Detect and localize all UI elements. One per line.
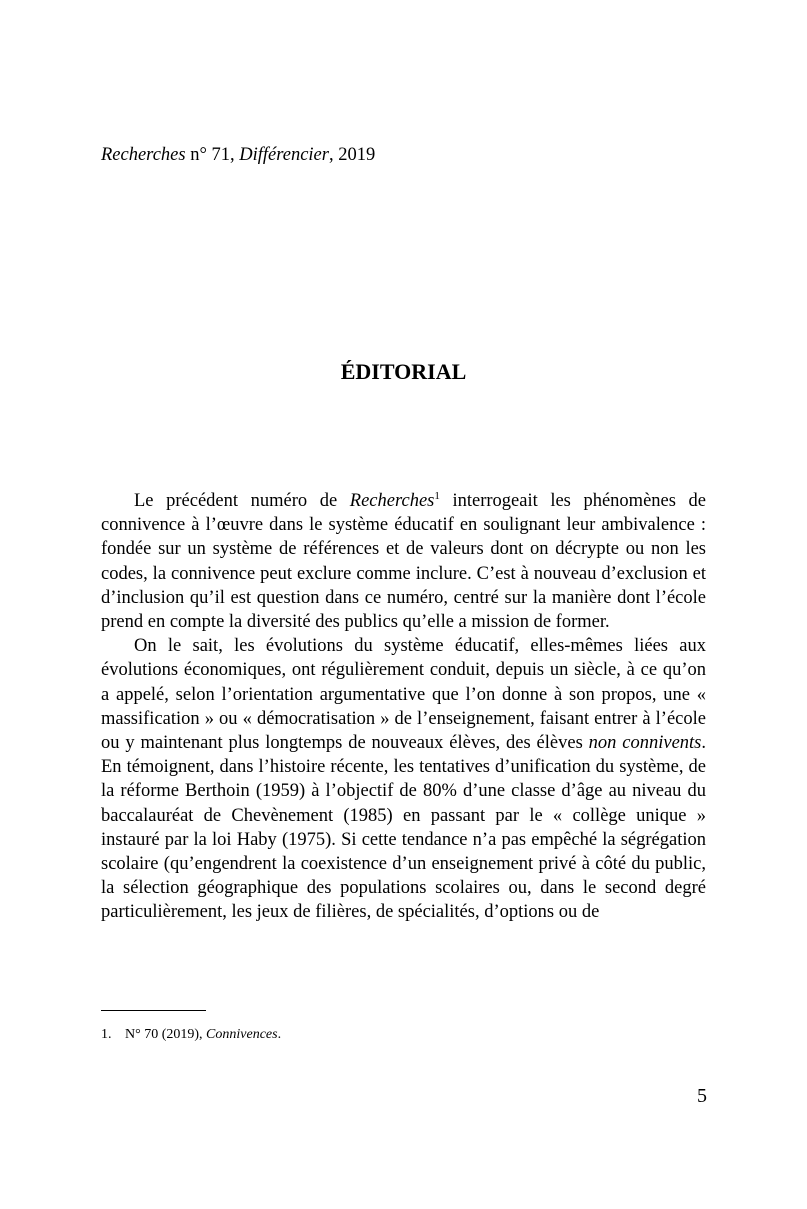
italic-term: non connivents	[588, 733, 702, 754]
paragraph-text: interrogeait les phénomènes de connivence à l’œuvre dans le système éducatif en soulignant leur ambivalence : fondée sur un système de références et de valeurs dont on décrypte ou non les codes, la connivence peut exclure comme inclure. C’est à nouveau d’exclusion et d’inclusion qu’il est question dans ce numéro, centré sur la manière dont l’école prend en compte la diversité des publics qu’elle a mission de former.	[101, 491, 706, 633]
page-title: ÉDITORIAL	[340, 359, 467, 384]
issue-number: n° 71,	[185, 145, 240, 165]
footnote-number: 1.	[101, 1027, 112, 1042]
paragraph-text: . En témoignent, dans l’histoire récente, les tentatives d’unification du système, de la réforme Berthoin (1959) à l’objectif de 80% d’une classe d’âge au niveau du baccalauréat de Chevènement (1985) en passant par le « collège unique » instauré par la loi Haby (1975). Si cette tendance n’a pas empêché la ségrégation scolaire (qu’engendrent la coexistence d’un enseignement privé à côté du public, la sélection géographique des populations scolaires ou, dans le second degré particulièrement, les jeux de filières, de spécialités, d’options ou de	[101, 733, 706, 923]
footnote-end: .	[277, 1027, 282, 1042]
paragraph-text: On le sait, les évolutions du système éducatif, elles-mêmes liées aux évolutions économiques, ont régulièrement conduit, depuis un siècle, à ce qu’on a appelé, selon l’orientation argumentative que l’on donne à son propos, une « massification » ou « démocratisation » de l’enseignement, faisant entrer à l’école ou y maintenant plus longtemps de nouveaux élèves, des élèves	[101, 636, 706, 754]
paragraph	[101, 489, 706, 634]
footnote-reference[interactable]: 1	[434, 490, 440, 502]
footnote-separator	[101, 1010, 206, 1011]
editorial-body	[101, 489, 706, 925]
footnote	[101, 1026, 281, 1044]
footnote-title: Connivences	[206, 1027, 278, 1042]
footnote-text: N° 70 (2019),	[125, 1027, 207, 1042]
italic-journal-name: Recherches	[349, 491, 435, 511]
paragraph-text: Le précédent numéro de	[134, 491, 350, 511]
paragraph	[101, 634, 706, 924]
issue-year: , 2019	[328, 145, 376, 165]
page-number: 5	[697, 1085, 707, 1107]
issue-theme: Différencier	[239, 145, 329, 165]
journal-name: Recherches	[101, 145, 186, 165]
running-header	[101, 143, 375, 167]
